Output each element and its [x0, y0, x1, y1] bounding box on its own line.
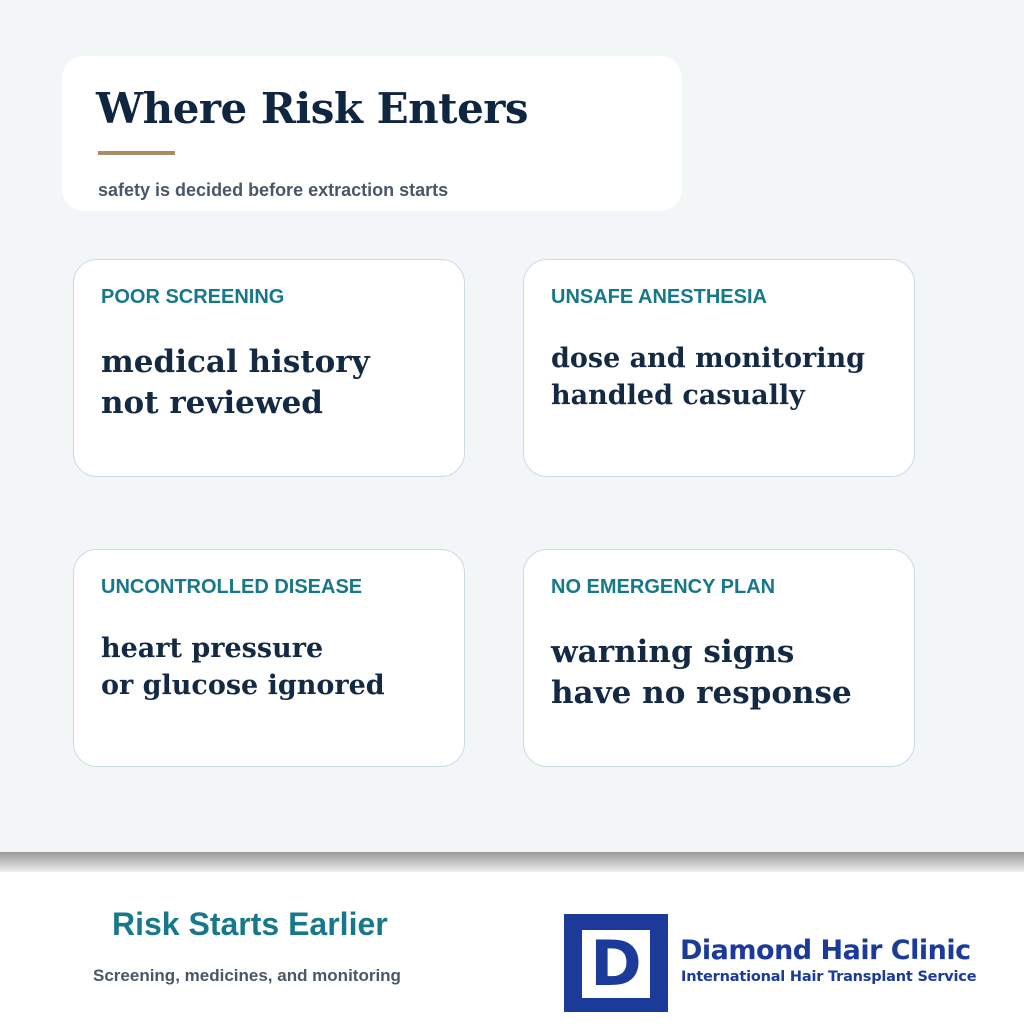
risk-card-line: not reviewed: [101, 385, 323, 421]
logo-letter: D: [582, 930, 650, 998]
page-subtitle: safety is decided before extraction starts: [98, 180, 449, 200]
logo-tagline: International Hair Transplant Service: [681, 969, 977, 985]
risk-card-label: UNCONTROLLED DISEASE: [101, 576, 363, 598]
risk-card-description: [101, 342, 451, 424]
risk-card-label: UNSAFE ANESTHESIA: [551, 286, 767, 308]
risk-card-line: medical history: [101, 344, 370, 380]
risk-card-no-emergency-plan: [523, 549, 915, 767]
risk-card-poor-screening: [73, 259, 465, 477]
risk-card-label: POOR SCREENING: [101, 286, 285, 308]
header-card: [62, 56, 682, 211]
risk-card-description: [551, 632, 901, 714]
risk-card-line: warning signs: [551, 634, 795, 670]
risk-card-line: have no response: [551, 675, 852, 711]
footer-caption: Screening, medicines, and monitoring: [93, 966, 401, 985]
risk-card-unsafe-anesthesia: [523, 259, 915, 477]
risk-card-uncontrolled-disease: [73, 549, 465, 767]
logo-clinic-name: Diamond Hair Clinic: [680, 935, 971, 966]
clinic-logo: [556, 897, 986, 1012]
footer: [0, 872, 1024, 1024]
logo-mark-icon: [564, 914, 668, 1012]
title-underline-divider: [98, 151, 175, 155]
footer-shadow-divider: [0, 852, 1024, 872]
risk-card-line: heart pressure: [101, 633, 324, 664]
risk-card-line: or glucose ignored: [101, 670, 385, 701]
risk-card-line: dose and monitoring: [551, 343, 866, 374]
risk-card-description: [551, 340, 901, 414]
risk-card-line: handled casually: [551, 380, 805, 411]
page-title: Where Risk Enters: [96, 84, 529, 133]
risk-card-label: NO EMERGENCY PLAN: [551, 576, 776, 598]
risk-card-description: [101, 630, 451, 704]
footer-heading: Risk Starts Earlier: [112, 906, 388, 942]
